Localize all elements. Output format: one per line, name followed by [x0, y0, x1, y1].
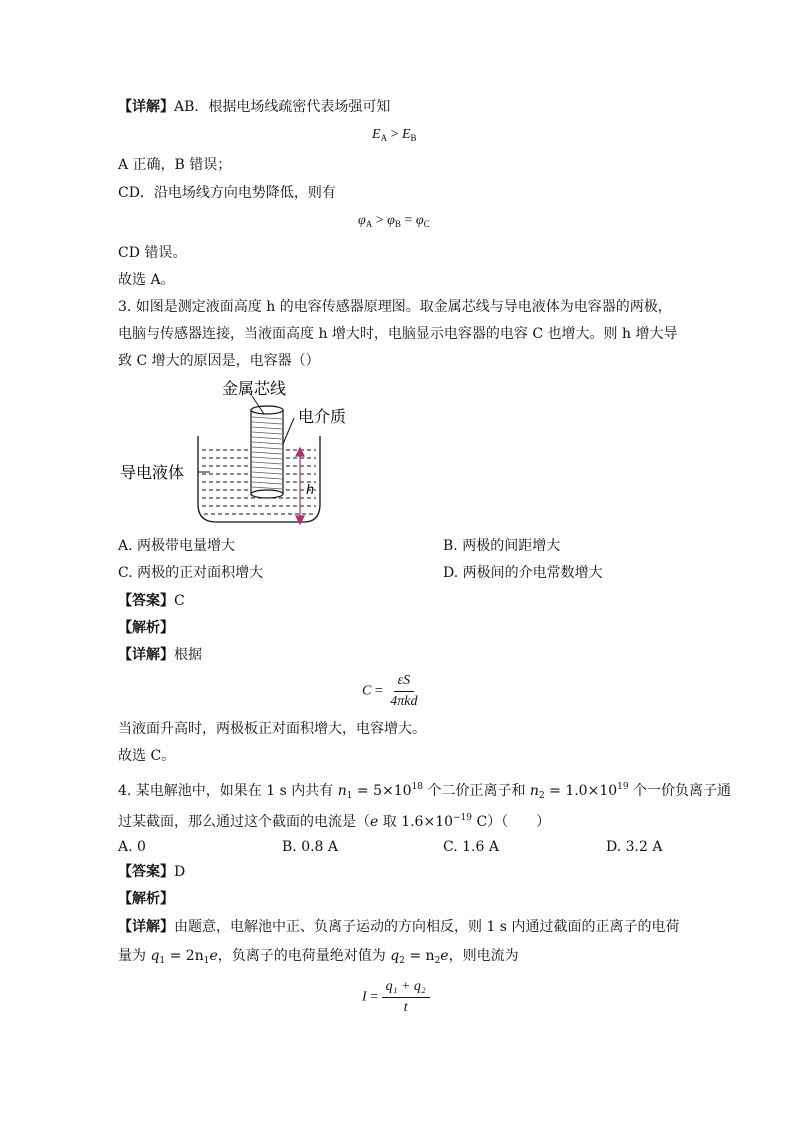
q3-analysis-label: 【解析】	[118, 620, 174, 636]
capacitance-fraction: $\frac{\varepsilon S}{\text{4πkd}}$	[390, 673, 418, 709]
q4-option-d: D. 3.2 A	[606, 839, 663, 855]
q4-option-c: C. 1.6 A	[443, 839, 499, 855]
height-arrow	[296, 448, 304, 524]
detail-text: 根据	[174, 647, 202, 663]
q2-line5: 故选 A。	[118, 272, 175, 288]
q2-line4: CD 错误。	[118, 245, 187, 261]
detail-label: 【详解】	[118, 647, 174, 663]
q4-stem-line1: 4. 某电解池中，如果在 1 s 内共有 $n_1 = 5\times 10^{18}$ 个二价正离子和 $n_2 = 1.0\times 10^{19}$ 个一价负离子通	[118, 782, 732, 801]
q3-option-d: D. 两极间的介电常数增大	[443, 565, 603, 581]
q3-option-b: B. 两极的间距增大	[443, 538, 561, 554]
answer-value: C	[174, 593, 185, 609]
answer-value: D	[174, 864, 186, 880]
q3-stem-line2: 电脑与传感器连接，当液面高度 h 增大时，电脑显示电容器的电容 C 也增大。则 h 增大导	[118, 326, 678, 342]
answer-label: 【答案】	[118, 864, 174, 880]
q2-line2: A 正确，B 错误；	[118, 157, 232, 173]
q3-choice: 故选 C。	[118, 748, 176, 764]
label-core: 金属芯线	[222, 379, 287, 398]
q3-stem-line3: 致 C 增大的原因是，电容器（）	[118, 353, 320, 369]
q3-stem-line1: 3. 如图是测定液面高度 h 的电容传感器原理图。取金属芯线与导电液体为电容器的两极，	[118, 299, 672, 315]
detail-text: AB．根据电场线疏密代表场强可知	[174, 99, 391, 115]
formula-capacitance: C = $\frac{\varepsilon S}{\text{4πkd}}$	[362, 672, 421, 711]
q2-line3: CD．沿电场线方向电势降低，则有	[118, 185, 336, 201]
detail-label: 【详解】	[118, 919, 174, 935]
q3-option-c: C. 两极的正对面积增大	[118, 565, 264, 581]
q2-detail-line	[118, 97, 390, 117]
q4-stem-line2: 过某截面，那么通过这个截面的电流是（e 取 $1.6\times 10^{-19}$ C）（ ）	[118, 813, 551, 830]
q4-detail-line1: 【详解】由题意，电解池中正、负离子运动的方向相反，则 1 s 内通过截面的正离子的电荷	[118, 919, 680, 935]
label-h: h	[306, 483, 315, 498]
detail-label: 【详解】	[118, 99, 174, 115]
formula-potential: $\varphi_A > \varphi_B = \varphi_C$	[358, 213, 430, 229]
q3-option-a: A. 两极带电量增大	[118, 538, 236, 554]
q4-detail-line2: 量为 $q_1 = 2n_1e$，负离子的电荷量绝对值为 $q_2 = n_2e$，则电流为	[118, 948, 519, 966]
current-fraction: $\frac{\text{q₁ + q₂}}{t}$	[382, 978, 430, 1017]
q4-analysis-label: 【解析】	[118, 891, 174, 907]
q3-answer-line	[118, 591, 185, 611]
q4-option-a: A. 0	[118, 839, 146, 855]
label-dielectric: 电介质	[298, 407, 347, 426]
capacitor-sensor-figure	[118, 372, 347, 532]
label-liquid: 导电液体	[120, 463, 185, 482]
q4-option-b: B. 0.8 A	[282, 839, 339, 855]
answer-label: 【答案】	[118, 593, 174, 609]
formula-field-strength: $E_A > E_B$	[372, 127, 417, 143]
formula-current: I = $\frac{\text{q₁ + q₂}}{t}$	[362, 978, 430, 1017]
q4-answer-line	[118, 862, 185, 882]
q3-conclusion: 当液面升高时，两极板正对面积增大，电容增大。	[118, 721, 426, 737]
q3-detail-line	[118, 645, 202, 665]
dielectric-leader	[283, 418, 294, 444]
